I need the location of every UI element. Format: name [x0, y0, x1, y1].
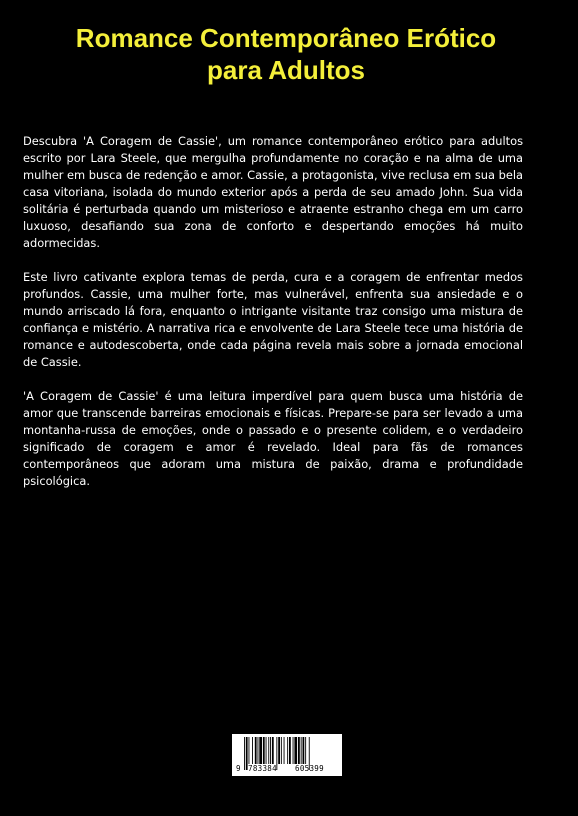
cover-title-line-1: Romance Contemporâneo Erótico	[75, 23, 497, 53]
barcode-bar	[258, 737, 259, 764]
cover-title	[20, 22, 552, 86]
barcode-digits-right: 605399	[295, 764, 324, 773]
synopsis-paragraph-3: 'A Coragem de Cassie' é uma leitura imperdível para quem busca uma história de amor que transcende barreiras emocionais e físicas. Prepare-se para ser levado a uma montanha-russa de emoções, onde o passado e o presente colidem, e o verdadeiro significado de coragem e amor é revelado. Ideal para fãs de romances contemporâneos que adoram uma mistura de paixão, drama e profundidade psicológica.	[23, 389, 523, 488]
barcode-bar	[266, 737, 267, 764]
barcode-bar	[289, 737, 291, 764]
barcode-bar	[278, 737, 280, 764]
barcode-bar	[252, 737, 253, 764]
barcode-bar	[294, 737, 297, 764]
isbn-barcode	[232, 734, 342, 776]
synopsis	[23, 133, 523, 507]
barcode-bar	[303, 737, 305, 764]
barcode-bar	[301, 737, 302, 764]
barcode-bar	[259, 737, 262, 764]
barcode-bar	[263, 737, 265, 764]
barcode-bar	[272, 737, 274, 764]
barcode-bar	[281, 737, 282, 764]
synopsis-paragraph-2: Este livro cativante explora temas de perda, cura e a coragem de enfrentar medos profundos. Cassie, uma mulher forte, mas vulnerável, enfrenta sua ansiedade e o mundo arriscado lá fora, enquanto o intrigante visitante traz consigo uma mistura de confiança e mistério. A narrativa rica e envolvente de Lara Steele tece uma história de romance e autodescoberta, onde cada página revela mais sobre a jornada emocional de Cassie.	[23, 270, 523, 369]
barcode-bar	[270, 737, 271, 764]
barcode-digit-lead: 9	[236, 764, 241, 773]
barcode-bar	[268, 737, 269, 764]
barcode-bar	[249, 737, 250, 764]
barcode-bar	[298, 737, 300, 764]
barcode-bar	[305, 737, 306, 764]
cover-title-line-2: para Adultos	[207, 55, 365, 85]
synopsis-paragraph-1: Descubra 'A Coragem de Cassie', um romance contemporâneo erótico para adultos escrito por Lara Steele, que mergulha profundamente no coração e na alma de uma mulher em busca de redenção e amor. Cassie, a protagonista, vive reclusa em sua bela casa vitoriana, isolada do mundo exterior após a perda de seu amado John. Sua vida solitária é perturbada quando um misterioso e atraente estranho chega em um carro luxuoso, desafiando sua zona de conforto e despertando emoções há muito adormecidas.	[23, 134, 523, 250]
barcode-bar	[255, 737, 257, 764]
barcode-digits	[232, 764, 342, 774]
barcode-bar	[287, 737, 288, 764]
barcode-digits-left: 783384	[248, 764, 277, 773]
barcode-bar	[284, 737, 285, 764]
barcode-bar	[293, 737, 294, 764]
